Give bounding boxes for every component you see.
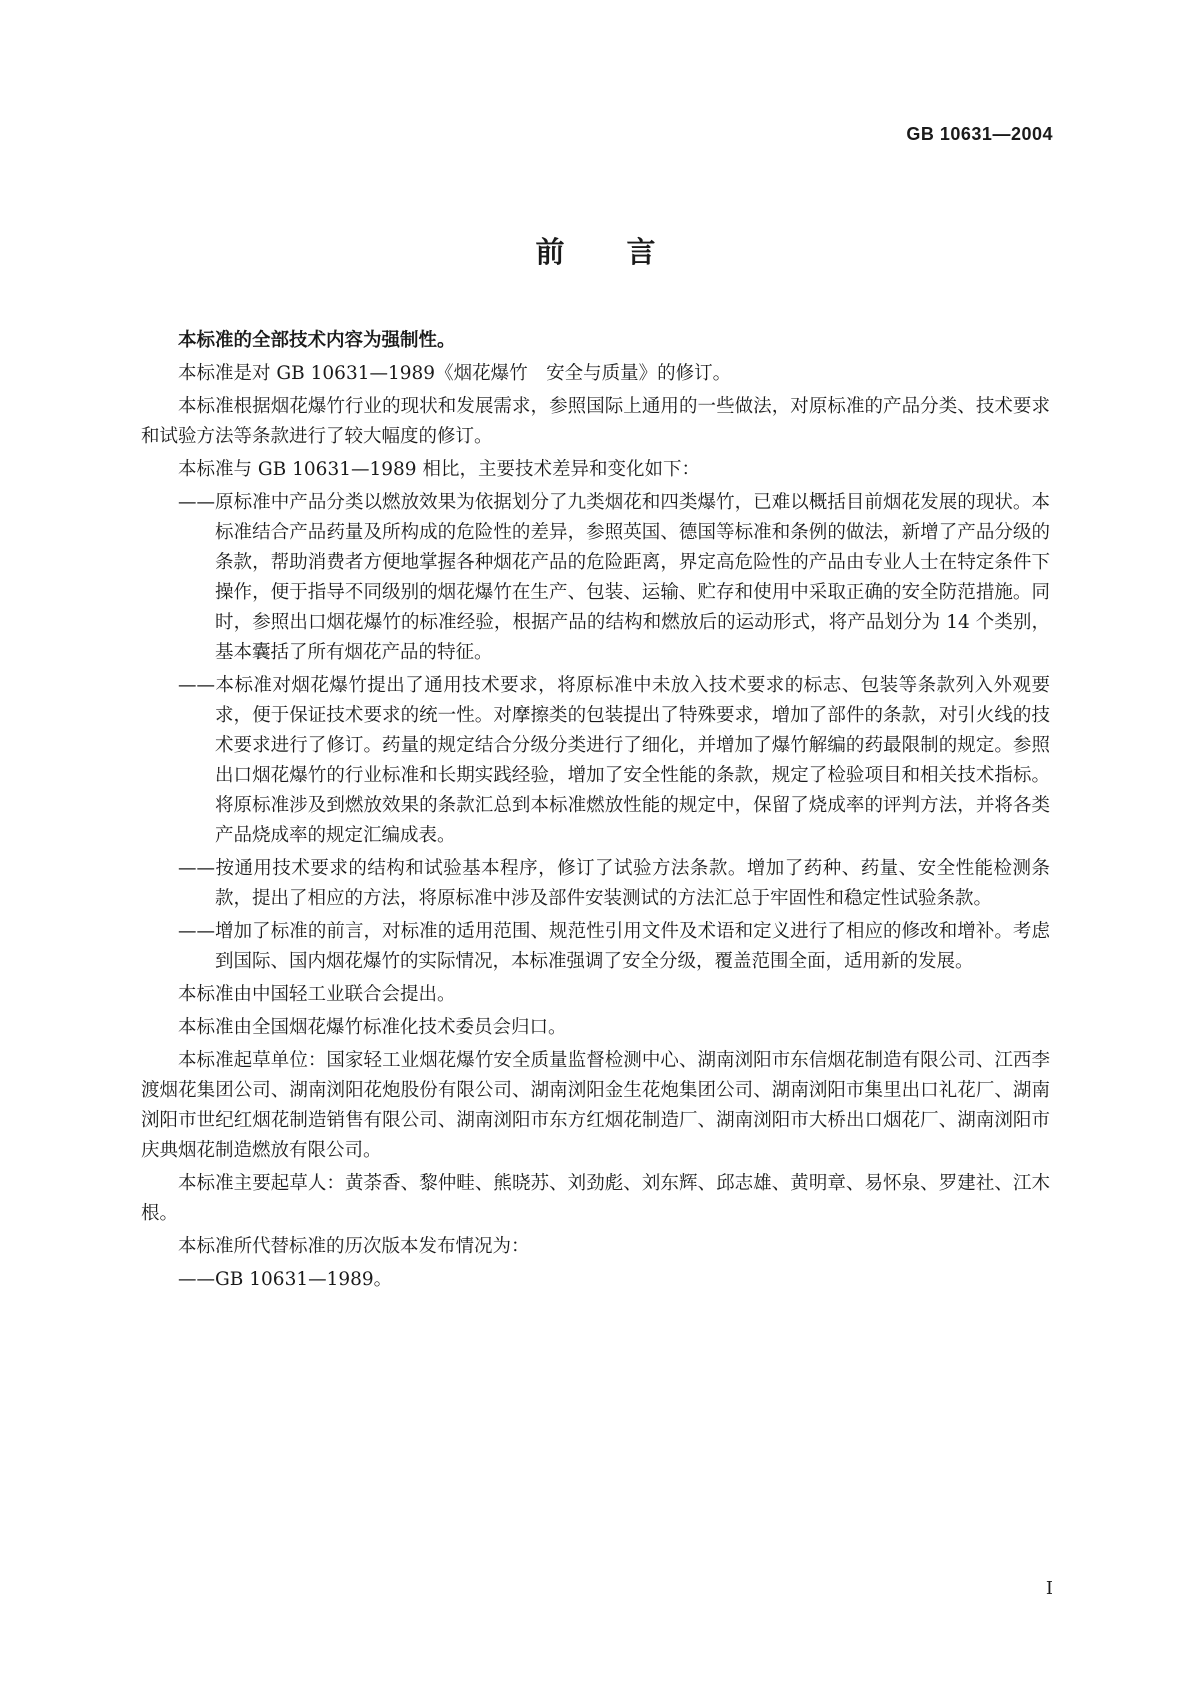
dash-mark: ——: [178, 675, 215, 696]
change-item: [141, 488, 1050, 668]
revision-statement: 本标准是对 GB 10631—1989《烟花爆竹 安全与质量》的修订。: [178, 363, 732, 384]
change-item: [141, 671, 1050, 851]
page-number: I: [1045, 1578, 1053, 1599]
change-item: [141, 854, 1050, 914]
dash-mark: ——: [178, 921, 215, 942]
history-intro: 本标准所代替标准的历次版本发布情况为：: [178, 1236, 530, 1257]
changes-intro: 本标准与 GB 10631—1989 相比，主要技术差异和变化如下：: [178, 459, 700, 480]
dash-mark: ——: [178, 858, 215, 879]
foreword-body: [141, 326, 1050, 1298]
committee-statement: 本标准由全国烟花爆竹标准化技术委员会归口。: [178, 1017, 567, 1038]
standard-code: GB 10631—2004: [906, 124, 1053, 144]
main-drafters: 本标准主要起草人：黄荼香、黎仲畦、熊晓苏、刘劲彪、刘东辉、邱志雄、黄明章、易怀泉、罗建社、江木根。: [141, 1173, 1050, 1224]
change-item-text: 本标准对烟花爆竹提出了通用技术要求，将原标准中未放入技术要求的标志、包装等条款列入外观要求，便于保证技术要求的统一性。对摩擦类的包装提出了特殊要求，增加了部件的条款，对引火线的技术要求进行了修订。药量的规定结合分级分类进行了细化，并增加了爆竹解编的药最限制的规定。参照出口烟花爆竹的行业标准和长期实践经验，增加了安全性能的条款，规定了检验项目和相关技术指标。将原标准涉及到燃放效果的条款汇总到本标准燃放性能的规定中，保留了烧成率的评判方法，并将各类产品烧成率的规定汇编成表。: [215, 675, 1050, 846]
history-item: ——GB 10631—1989。: [178, 1269, 393, 1290]
drafting-units: 本标准起草单位：国家轻工业烟花爆竹安全质量监督检测中心、湖南浏阳市东信烟花制造有限公司、江西李渡烟花集团公司、湖南浏阳花炮股份有限公司、湖南浏阳金生花炮集团公司、湖南浏阳市集里出口礼花厂、湖南浏阳市世纪红烟花制造销售有限公司、湖南浏阳市东方红烟花制造厂、湖南浏阳市大桥出口烟花厂、湖南浏阳市庆典烟花制造燃放有限公司。: [141, 1050, 1050, 1161]
revision-basis: 本标准根据烟花爆竹行业的现状和发展需求，参照国际上通用的一些做法，对原标准的产品分类、技术要求和试验方法等条款进行了较大幅度的修订。: [141, 396, 1050, 447]
change-item-text: 原标准中产品分类以燃放效果为依据划分了九类烟花和四类爆竹，已难以概括目前烟花发展的现状。本标准结合产品药量及所构成的危险性的差异，参照英国、德国等标准和条例的做法，新增了产品分级的条款，帮助消费者方便地掌握各种烟花产品的危险距离，界定高危险性的产品由专业人士在特定条件下操作，便于指导不同级别的烟花爆竹在生产、包装、运输、贮存和使用中采取正确的安全防范措施。同时，参照出口烟花爆竹的标准经验，根据产品的结构和燃放后的运动形式，将产品划分为 14 个类别，基本囊括了所有烟花产品的特征。: [215, 492, 1050, 663]
page-title: 前言: [535, 235, 718, 269]
proposer-statement: 本标准由中国轻工业联合会提出。: [178, 984, 456, 1005]
dash-mark: ——: [178, 492, 215, 513]
change-item-text: 按通用技术要求的结构和试验基本程序，修订了试验方法条款。增加了药种、药量、安全性能检测条款，提出了相应的方法，将原标准中涉及部件安装测试的方法汇总于牢固性和稳定性试验条款。: [215, 858, 1050, 909]
mandatory-statement: 本标准的全部技术内容为强制性。: [178, 330, 456, 351]
change-item-text: 增加了标准的前言，对标准的适用范围、规范性引用文件及术语和定义进行了相应的修改和增补。考虑到国际、国内烟花爆竹的实际情况，本标准强调了安全分级，覆盖范围全面，适用新的发展。: [215, 921, 1050, 972]
change-item: [141, 917, 1050, 977]
